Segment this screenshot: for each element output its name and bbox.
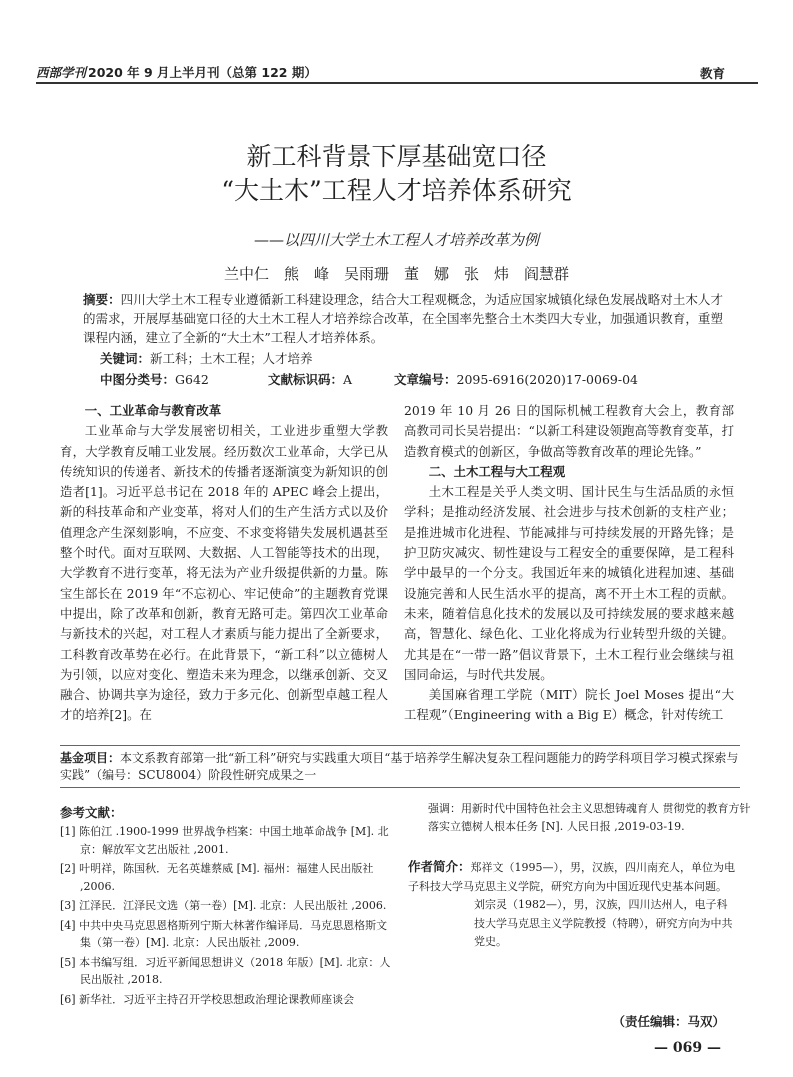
- doc-code: [268, 370, 352, 388]
- section-label: 教育: [699, 66, 725, 81]
- abstract: [83, 290, 723, 347]
- paragraph: 2019 年 10 月 26 日的国际机械工程教育大会上，教育部高教司司长吴岩提出：“以新工科建设领跑高等教育变革，打造教育模式的创新区，争做高等教育改革的理论先锋。”: [404, 403, 734, 459]
- funding-divider: [60, 787, 740, 788]
- page-number: — 069 —: [654, 1040, 721, 1056]
- doc-value: A: [343, 372, 353, 387]
- reference-continued: 强调：用新时代中国特色社会主义思想铸魂育人 贯彻党的教育方针落实立德树人根本任务 [N]. 人民日报 ,2019-03-19.: [428, 802, 751, 833]
- author-list: 兰中仁 熊 峰 吴雨珊 董 娜 张 炜 阎慧群: [223, 265, 569, 283]
- paragraph: 土木工程是关乎人类文明、国计民生与生活品质的永恒学科；是推动经济发展、社会进步与技术创新的支柱产业；是推进城市化进程、节能减排与可持续发展的开路先锋；是护卫防灾减灾、韧性建设与工程安全的重要保障，是工程科学中最早的一个分支。我国近年来的城镇化进程加速、基础设施完善和人民生活水平的提高，离不开土木工程的贡献。未来，随着信息化技术的发展以及可持续发展的要求越来越高，智慧化、绿色化、工业化将成为行业转型升级的关键。尤其是在“一带一路”倡议背景下，土木工程行业会继续与祖国同命运，与时代共发展。: [404, 484, 734, 682]
- reference-item: [1] 陈伯江 .1900-1999 世界战争档案：中国土地革命战争 [M]. 北京：解放军文艺出版社 ,2001.: [60, 825, 389, 856]
- funding-text: 本文系教育部第一批“新工科”研究与实践重大项目“基于培养学生解决复杂工程问题能力的跨学科项目学习模式探索与实践”（编号：SCU8004）阶段性研究成果之一: [60, 751, 739, 782]
- responsible-editor: （责任编辑：马双）: [612, 1014, 725, 1029]
- clc-value: G642: [175, 372, 209, 387]
- reference-list: [60, 823, 395, 1010]
- journal-header: [36, 63, 317, 81]
- reference-item: [3] 江泽民．江泽民文选（第一卷）[M]. 北京：人民出版社 ,2006.: [60, 899, 387, 912]
- header-divider: [36, 82, 758, 84]
- bio-label: 作者简介：: [408, 859, 471, 874]
- keywords-label: 关键词：: [100, 351, 151, 366]
- reference-item: [6] 新华社．习近平主持召开学校思想政治理论课教师座谈会: [60, 992, 355, 1006]
- funding-note: [60, 750, 740, 784]
- reference-item: [2] 叶明祥，陈国秋．无名英雄蔡威 [M]. 福州：福建人民出版社 ,2006.: [60, 862, 374, 893]
- keywords: [100, 349, 313, 367]
- clc-label: 中图分类号：: [100, 372, 176, 387]
- right-column: [404, 401, 734, 726]
- abstract-text: 四川大学土木工程专业遵循新工科建设理念，结合大工程观概念，为适应国家城镇化绿色发展战略对土木人才的需求，开展厚基础宽口径的大土木工程人才培养综合改革，在全国率先整合土木类四大专业，加强通识教育，重塑课程内涵，建立了全新的“大土木”工程人才培养体系。: [83, 292, 723, 345]
- left-column: [60, 401, 388, 726]
- article-number: [394, 370, 638, 388]
- paragraph: 美国麻省理工学院（MIT）院长 Joel Moses 提出“大工程观”（Engineering with a Big E）概念，针对传统工: [404, 687, 734, 723]
- section-heading-2: 二、土木工程与大工程观: [428, 463, 566, 479]
- bio-line-1: 郑祥文（1995—），男，汉族，四川南充人，单位为电子科技大学马克思主义学院，研究方向为中国近现代史基本问题。: [408, 861, 736, 893]
- abstract-label: 摘要：: [83, 292, 121, 307]
- journal-brand: 西部学刊: [36, 65, 87, 80]
- section-heading-1: 一、工业革命与教育改革: [84, 403, 222, 418]
- journal-issue: 2020 年 9 月上半月刊（总第 122 期）: [88, 65, 317, 80]
- references-heading: 参考文献：: [60, 805, 123, 820]
- art-label: 文章编号：: [394, 372, 457, 387]
- reference-item: [4] 中共中央马克思恩格斯列宁斯大林著作编译局．马克思恩格斯文集（第一卷）[M]. 北京：人民出版社 ,2009.: [60, 918, 388, 949]
- funding-label: 基金项目：: [60, 751, 121, 765]
- clc-number: [100, 370, 209, 388]
- article-subtitle: ——以四川大学土木工程人才培养改革为例: [253, 231, 539, 249]
- article-title-line1: 新工科背景下厚基础宽口径: [246, 142, 547, 171]
- paragraph: 工业革命与大学发展密切相关，工业进步重塑大学教育，大学教育反哺工业发展。经历数次工业革命，大学已从传统知识的传递者、新技术的传播者逐渐演变为新知识的创造者[1]。习近平总书记在 2018 年的 APEC 峰会上提出，新的科技革命和产业变革，将对人们的生产生活方式以及价值理念产生深刻影响，不应变、不求变将错失发展机遇甚至整个时代。面对互联网、大数据、人工智能等技术的出现，大学教育不进行变革，将无法为产业升级提供新的力量。陈宝生部长在 2019 年“不忘初心、牢记使命”的主题教育党课中提出，除了改革和创新，教育无路可走。第四次工业革命与新技术的兴起，对工程人才素质与能力提出了全新要求，工科教育改革势在必行。在此背景下，“新工科”以立德树人为引领，以应对变化、塑造未来为理念，以继承创新、交叉融合、协调共享为途径，致力于多元化、创新型卓越工程人才的培养[2]。在: [60, 423, 388, 723]
- footnote-divider: [60, 745, 740, 746]
- bio-line-2: 刘宗灵（1982—），男，汉族，四川达州人，电子科技大学马克思主义学院教授（特聘），研究方向为中共党史。: [474, 898, 733, 948]
- doc-label: 文献标识码：: [268, 372, 344, 387]
- author-bio: [408, 858, 738, 952]
- reference-item: [5] 本书编写组．习近平新闻思想讲义（2018 年版）[M]. 北京：人民出版社 ,2018.: [60, 955, 391, 986]
- keywords-text: 新工科；土木工程；人才培养: [150, 351, 313, 366]
- art-value: 2095-6916(2020)17-0069-04: [456, 372, 638, 387]
- article-title-line2: “大土木”工程人才培养体系研究: [221, 176, 572, 205]
